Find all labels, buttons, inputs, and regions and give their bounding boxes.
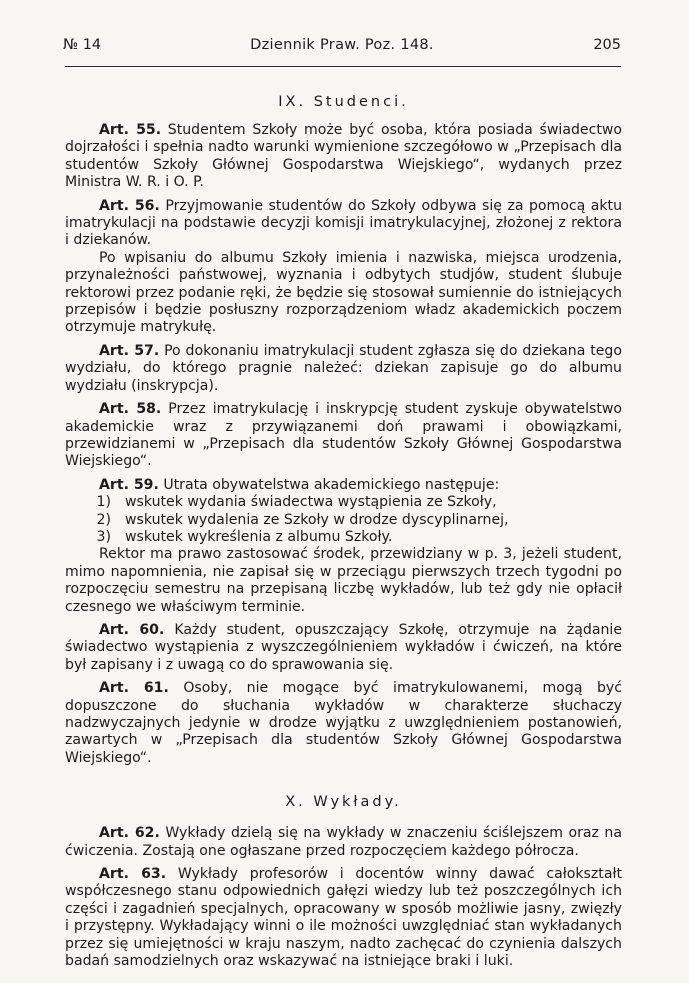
article-text: Wykłady profesorów i docentów winny dawać całokształt współczesnego stanu odpowiednich gałęzi wiedzy lub też poszczególnych ich części i zagadnień specjalnych, opracowany w sposób możliwie jasny, zwięzły i przystępny. Wykładający winni o ile możności uwzględniać stan wykładanych przez się umiejętności w kraju naszym, nadto zachęcać do czynienia dalszych badań samodzielnych oraz wskazywać na istniejące braki i luki. (65, 866, 622, 970)
article-text: Przez imatrykulację i inskrypcję student zyskuje obywatelstwo akademickie wraz z przywiązanemi doń prawami i obowiązkami, przewidzianemi w „Przepisach dla studentów Szkoły Głównej Gospodarstwa Wiejskiego“. (65, 401, 623, 470)
list-item-number: 1) (96, 494, 111, 511)
list-item-number: 2) (96, 511, 111, 528)
article-label: Art. 58. (99, 401, 162, 418)
article-label: Art. 61. (99, 680, 169, 697)
article-text: Osoby, nie mogące być imatrykulowanemi, mogą być dopuszczone do słuchania wykładów w charakterze słuchaczy nadzwyczajnych jedynie w drodze wyjątku z uwzględnieniem postanowień, zawartych w „Przepisach dla studentów Szkoły Głównej Gospodarstwa Wiejskiego“. (65, 680, 623, 766)
article-label: Art. 59. (99, 476, 159, 493)
page-number: 205 (593, 37, 621, 53)
section-title: X. Wykłady. (285, 794, 402, 811)
article-text: Studentem Szkoły może być osoba, która posiada świadectwo dojrzałości i spełnia nadto warunki wymienione szczegółowo w „Przepisach dla studentów Szkoły Głównej Gospodarstwa Wiejskiego“, wydanych przez Ministra W. R. i O. P. (65, 122, 622, 191)
article-59-paragraph-2: Rektor ma prawo zastosować środek, przewidziany w p. 3, jeżeli student, mimo napomnienia, nie zapisał się w przeciągu pierwszych trzech tygodni po rozpoczęciu semestru na przepisaną liczbę wykładów, lub też gdy nie opłacił czesnego we właściwym terminie. (65, 546, 622, 615)
article-59 (65, 477, 622, 494)
page-body (65, 94, 622, 976)
article-label: Art. 63. (99, 866, 167, 883)
article-60 (65, 622, 622, 674)
article-label: Art. 57. (99, 342, 160, 359)
article-text: Przyjmowanie studentów do Szkoły odbywa się za pomocą aktu imatrykulacji na podstawie decyzji komisji imatrykulacyjnej, złożonej z rektora i dziekanów. (65, 197, 622, 249)
list-item-text: wskutek wydalenia ze Szkoły w drodze dyscyplinarnej, (125, 511, 509, 528)
section-title: IX. Studenci. (278, 94, 409, 110)
article-text: Wykłady dzielą się na wykłady w znaczeniu ściślejszem oraz na ćwiczenia. Zostają one ogłaszane przed rozpoczęciem każdego półrocza. (65, 825, 622, 859)
list-item (65, 512, 622, 529)
article-label: Art. 56. (99, 197, 160, 214)
article-label: Art. 55. (99, 122, 162, 138)
article-text: Utrata obywatelstwa akademickiego następuje: (163, 476, 500, 493)
article-58 (65, 401, 622, 471)
article-59-list (65, 494, 622, 546)
list-item (65, 494, 622, 511)
list-item-number: 3) (96, 528, 111, 545)
article-56-paragraph-2: Po wpisaniu do albumu Szkoły imienia i nazwiska, miejsca urodzenia, przynależności państwowej, wyznania i odbytych studjów, student ślubuje rektorowi przez podanie ręki, że będzie się stosował sumiennie do istniejących przepisów i będzie posłuszny rozporządzeniom władz akademickich poczem otrzymuje matrykułę. (65, 249, 622, 336)
article-text: Każdy student, opuszczający Szkołę, otrzymuje na żądanie świadectwo wystąpienia z wyszczególnieniem wykładów i ćwiczeń, na które był zapisany i z uwagą co do sprawowania się. (65, 621, 623, 673)
article-label: Art. 62. (99, 825, 160, 842)
header-rule (65, 66, 621, 67)
journal-title: Dziennik Praw. Poz. 148. (250, 37, 434, 53)
article-63 (65, 866, 622, 970)
article-57 (65, 343, 622, 395)
list-item-text: wskutek wykreślenia z albumu Szkoły. (125, 528, 393, 545)
article-61 (65, 680, 622, 767)
page-header (63, 37, 621, 59)
issue-number: № 14 (63, 37, 102, 53)
list-item (65, 529, 622, 546)
article-62 (65, 825, 622, 860)
article-55 (65, 122, 622, 192)
article-text: Po dokonaniu imatrykulacji student zgłasza się do dziekana tego wydziału, do którego pragnie należeć: dziekan zapisuje go do albumu wydziału (inskrypcja). (65, 342, 622, 394)
list-item-text: wskutek wydania świadectwa wystąpienia ze Szkoły, (125, 494, 497, 511)
article-56 (65, 198, 622, 250)
article-label: Art. 60. (99, 621, 165, 638)
